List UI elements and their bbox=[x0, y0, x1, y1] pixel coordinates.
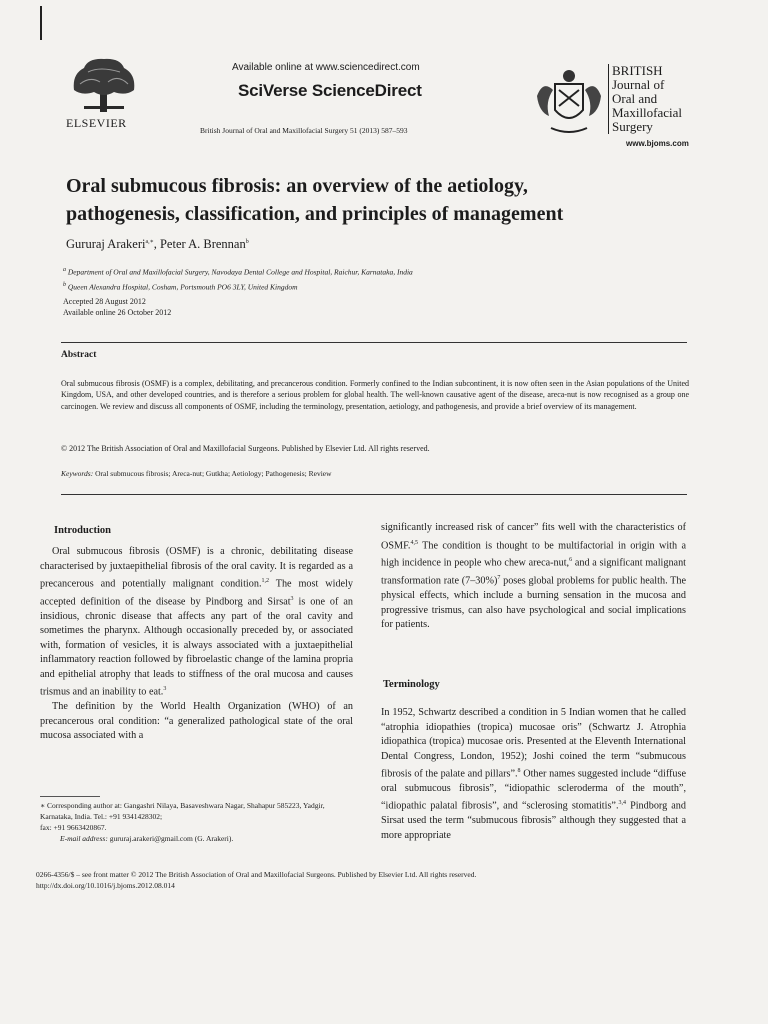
email-link[interactable]: gururaj.arakeri@gmail.com (G. Arakeri). bbox=[109, 834, 234, 843]
journal-citation: British Journal of Oral and Maxillofacial Surgery 51 (2013) 587–593 bbox=[200, 126, 408, 135]
author-list bbox=[66, 237, 249, 252]
section-heading-introduction: Introduction bbox=[54, 525, 111, 536]
corresponding-author-footnote: ∗ Corresponding author at: Gangashri Nilaya, Basaveshwara Nagar, Shahapur 585223, Yadgir, Karnataka, India. Tel.: +91 9341428302; fax: +91 9663420867. E-mail address: gururaj.arakeri@gmail.com (G. Arakeri). bbox=[40, 801, 325, 843]
paragraph: The definition by the World Health Organization (WHO) of an precancerous oral condition: “a generalized pathological state of the oral mucosa associated with a bbox=[40, 701, 353, 742]
keywords bbox=[61, 469, 332, 478]
paragraph: significantly increased risk of cancer” fits well with the characteristics of OSMF.$^{4,5}$ The condition is thought to be multifactorial in origin with a high incidence in people who chew areca-nut,$^6$ and a significant malignant transformation rate $(7-30\%)^7$ poses global problems for public health. The physical effects, which include a burning sensation in the mucosa and progressive trismus, can also have psychological and social implications for patients. bbox=[381, 522, 687, 631]
journal-line-5: Surgery bbox=[612, 119, 653, 134]
section-heading-terminology: Terminology bbox=[383, 679, 440, 690]
bjoms-crest-icon bbox=[533, 66, 605, 138]
front-matter-note: 0266-4356/$ – see front matter © 2012 The British Association of Oral and Maxillofacial Surgeons. Published by Elsevier Ltd. All rights reserved. http://dx.doi.org/10.1016/j.bjoms.2012.08.014 bbox=[36, 870, 477, 890]
article-title bbox=[66, 172, 706, 228]
title-line-2: pathogenesis, classification, and principles of management bbox=[66, 203, 564, 225]
terminology-text bbox=[381, 706, 686, 843]
available-date: Available online 26 October 2012 bbox=[63, 308, 172, 317]
body-left-column bbox=[40, 545, 353, 744]
journal-line-1: BRITISH bbox=[612, 63, 663, 78]
accepted-date: Accepted 28 August 2012 bbox=[63, 297, 146, 306]
author-2: Peter A. Brennan bbox=[159, 237, 246, 251]
journal-name-block bbox=[608, 64, 682, 134]
title-line-1: Oral submucous fibrosis: an overview of the aetiology, bbox=[66, 175, 528, 197]
available-online-text: Available online at www.sciencedirect.com bbox=[232, 62, 420, 73]
abstract-copyright: © 2012 The British Association of Oral and Maxillofacial Surgeons. Published by Elsevier Ltd. All rights reserved. bbox=[61, 444, 430, 453]
author-2-marker: b bbox=[245, 238, 249, 245]
divider bbox=[61, 342, 687, 343]
abstract-heading: Abstract bbox=[61, 350, 97, 360]
platform-name: SciVerse ScienceDirect bbox=[238, 81, 422, 100]
journal-line-4: Maxillofacial bbox=[612, 105, 683, 120]
author-1: Gururaj Arakeri bbox=[66, 237, 146, 251]
affiliation-a: $^a$ Department of Oral and Maxillofacial Surgery, Navodaya Dental College and Hospital, Raichur, Karnataka, India bbox=[63, 267, 413, 277]
scan-mark bbox=[40, 6, 42, 40]
journal-line-3: Oral and bbox=[612, 91, 658, 106]
footnote-rule bbox=[40, 796, 100, 797]
journal-url: www.bjoms.com bbox=[626, 139, 689, 148]
article-dates bbox=[63, 296, 171, 318]
paragraph: In 1952, Schwartz described a condition in 5 Indian women that he called “atrophia idiopathies (tropica) mucosae oris” (Schwartz J. Atrophia idiopathica (tropica) mucosae oris. Presented at the Eleventh International Dental Congress, London, 1952); Joshi coined the term “submucous fibrosis of the palate and pillars”.$^8$ Other names suggested include “diffuse oral submucous fibrosis”, “idiopathic scleroderma of the mouth”, “idiopathic palatal fibrosis”, and “sclerosing stomatitis”.$^{3,4}$ Pindborg and Sirsat used the term “submucous fibrosis” although they suggested that a more appropriate bbox=[381, 707, 687, 841]
elsevier-tree-logo bbox=[70, 56, 138, 114]
author-separator: , bbox=[153, 237, 160, 251]
journal-line-2: Journal of bbox=[612, 77, 665, 92]
divider bbox=[61, 494, 687, 495]
paragraph: Oral submucous fibrosis (OSMF) is a chronic, debilitating disease characterised by juxtaepithelial fibrosis of the oral cavity. It is regarded as a precancerous and potentially malignant condition.$^{1,2}$ The most widely accepted definition of the disease by Pindborg and Sirsat$^3$ is one of an insidious, chronic disease that affects any part of the oral cavity and sometimes the pharynx. Although occasionally preceded by, or associated with, formation of vesicles, it is always associated with a juxtaepithelial inflammatory reaction followed by fibroelastic change of the lamina propria and epithelial atrophy that leads to stiffness of the oral mucosa and causes trismus and an inability to eat.$^3$ bbox=[40, 546, 353, 698]
keywords-list: Oral submucous fibrosis; Areca-nut; Gutkha; Aetiology; Pathogenesis; Review bbox=[95, 469, 332, 478]
doi-link[interactable]: http://dx.doi.org/10.1016/j.bjoms.2012.08.014 bbox=[36, 881, 175, 890]
publisher-name: ELSEVIER bbox=[66, 116, 127, 130]
author-1-marker: a,∗ bbox=[145, 238, 154, 245]
affiliations bbox=[63, 264, 413, 293]
keywords-label: Keywords: bbox=[61, 469, 94, 478]
affiliation-b: $^b$ Queen Alexandra Hospital, Cosham, Portsmouth PO6 3LY, United Kingdom bbox=[63, 281, 298, 291]
body-right-column bbox=[381, 521, 686, 633]
abstract-text: Oral submucous fibrosis (OSMF) is a complex, debilitating, and precancerous condition. Formerly confined to the Indian subcontinent, it is now often seen in the Asian populations of the United Kingdom, USA, and other developed countries, and is therefore a serious problem for global health. The well-known causative agent of the disease, areca-nut is now recognised as a group one carcinogen. We review and discuss all components of OSMF, including the terminology, presentation, aetiology, and pathogenesis, and provide a brief overview of its management. bbox=[61, 379, 689, 411]
